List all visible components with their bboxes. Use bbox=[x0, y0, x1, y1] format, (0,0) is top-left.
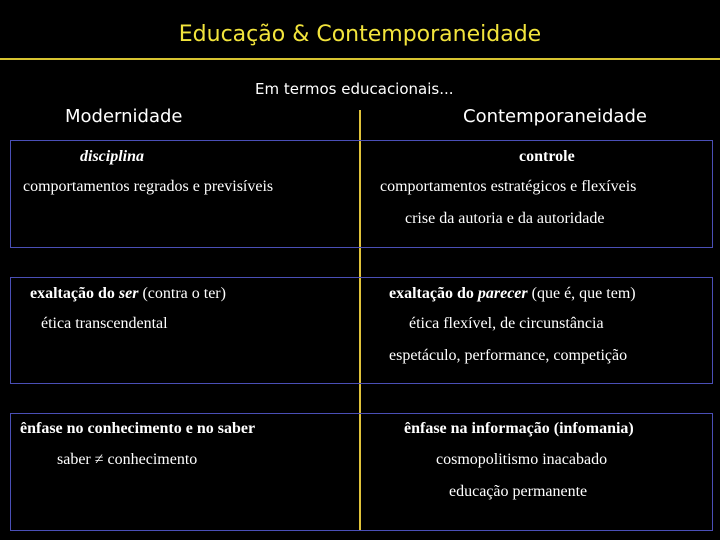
row1-right-line-2: crise da autoria e da autoridade bbox=[405, 210, 605, 227]
subtitle: Em termos educacionais... bbox=[255, 80, 454, 98]
row1-right-line-1: comportamentos estratégicos e flexíveis bbox=[380, 178, 637, 195]
column-heading-right: Contemporaneidade bbox=[463, 106, 647, 127]
column-heading-left: Modernidade bbox=[65, 106, 183, 127]
page-title: Educação & Contemporaneidade bbox=[178, 22, 542, 47]
row2-right-heading: exaltação do parecer (que é, que tem) bbox=[389, 285, 636, 302]
row3-right-line-2: educação permanente bbox=[449, 483, 588, 500]
row1-right-heading: controle bbox=[519, 148, 575, 165]
row1-left-heading: disciplina bbox=[80, 148, 145, 165]
row2-right-line-2: espetáculo, performance, competição bbox=[389, 347, 628, 364]
row1-left-line: comportamentos regrados e previsíveis bbox=[23, 178, 274, 195]
row3-left-heading: ênfase no conhecimento e no saber bbox=[20, 420, 256, 437]
row3-right-line-1: cosmopolitismo inacabado bbox=[436, 451, 608, 468]
row3-right-heading: ênfase na informação (infomania) bbox=[404, 420, 634, 437]
row2-left-line: ética transcendental bbox=[41, 315, 168, 332]
title-underline bbox=[0, 58, 720, 60]
row2-right-line-1: ética flexível, de circunstância bbox=[409, 315, 604, 332]
row3-left-line: saber ≠ conhecimento bbox=[57, 451, 198, 468]
row2-left-heading: exaltação do ser (contra o ter) bbox=[30, 285, 226, 302]
